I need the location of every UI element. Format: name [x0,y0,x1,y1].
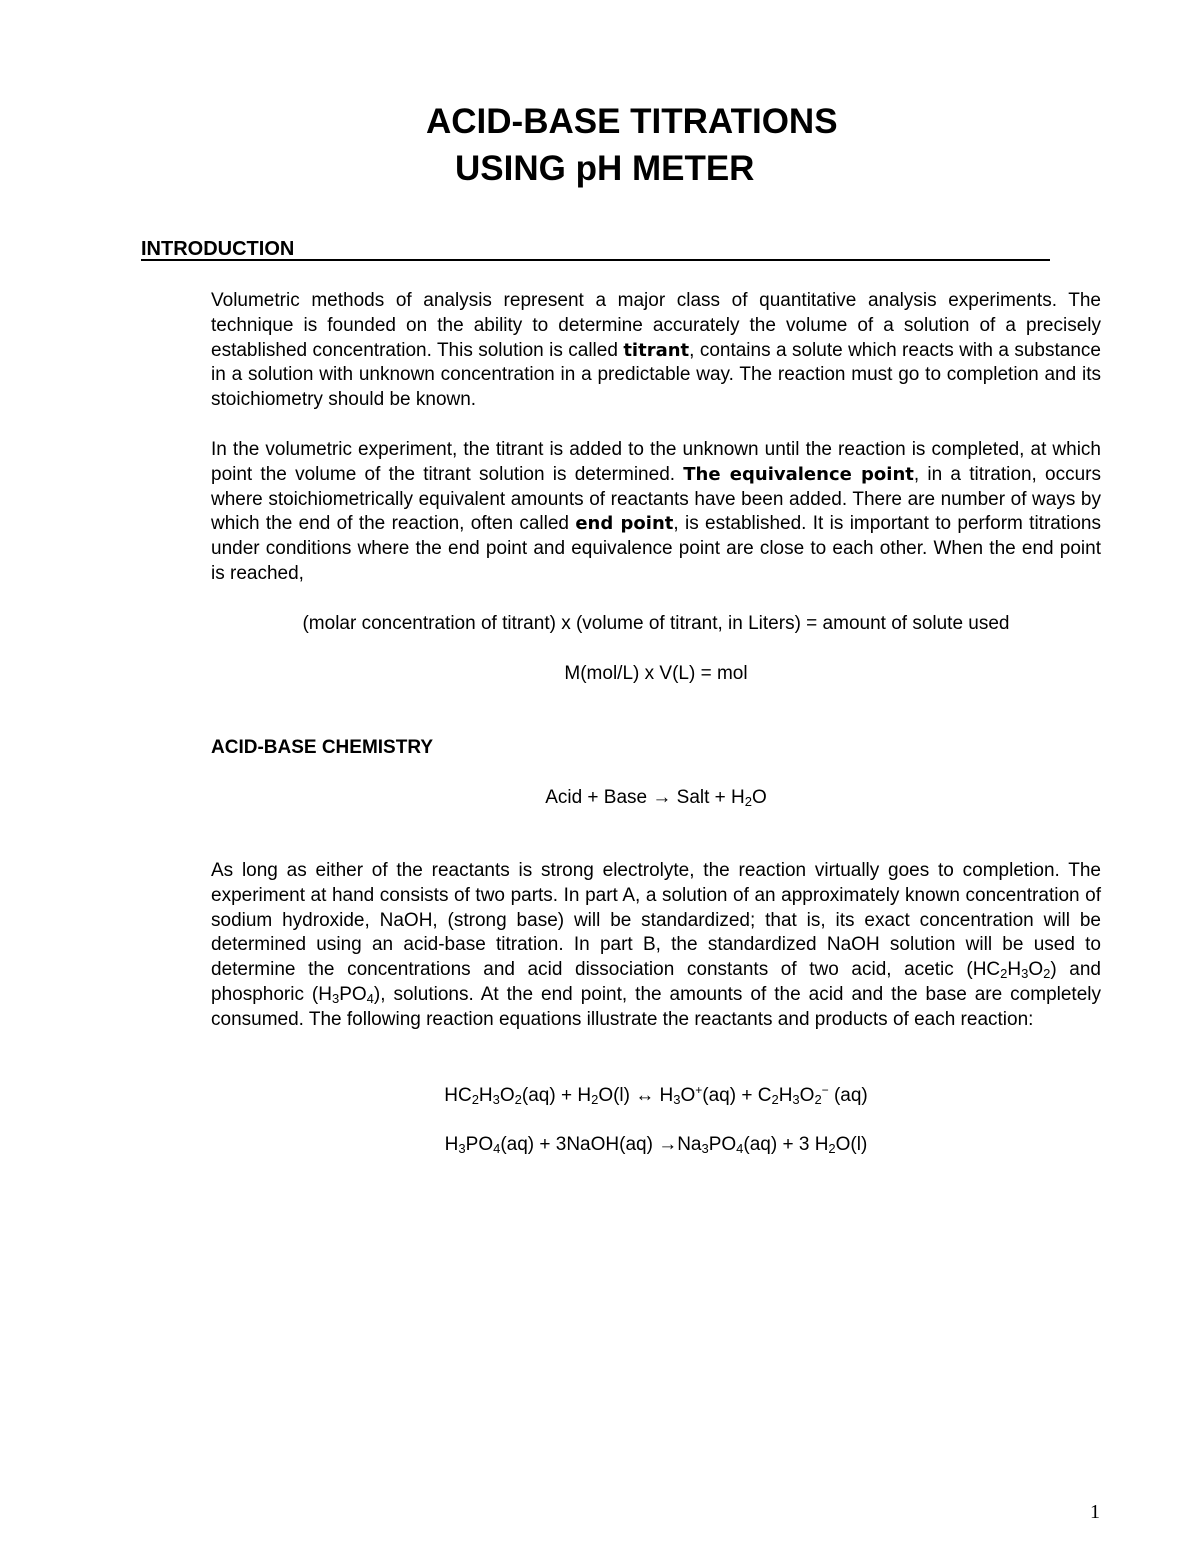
equation-words: (molar concentration of titrant) x (volume of titrant, in Liters) = amount of solute used [302,613,1010,634]
acid-base-paragraph: As long as either of the reactants is strong electrolyte, the reaction virtually goes to completion. The experiment at hand consists of two parts. In part A, a solution of an approximately known concentration of sodium hydroxide, NaOH, (strong base) will be standardized; that is, its exact concentration will be determined using an acid-base titration. In part B, the standardized NaOH solution will be used to determine the concentrations and acid dissociation constants of two acid, acetic $(HC_2H_3O_2)$ and phosphoric $(H_3PO_4)$, solutions. At the end point, the amounts of the acid and the base are completely consumed. The following reaction equations illustrate the reactants and products of each reaction: [211,860,1101,1030]
equation-units: M(mol/L) x V(L) = mol [564,663,748,684]
introduction-paragraph-1: Volumetric methods of analysis represent a major class of quantitative analysis experiments. The technique is founded on the ability to determine accurately the volume of a solution of a precisely established concentration. This solution is called titrant, contains a solute which reacts with a substance in a solution with unknown concentration in a predictable way. The reaction must go to completion and its stoichiometry should be known. [211,290,1101,411]
acetic-acid-dissociation-equation: $HC_2H_3O_2(aq) + H_2O(l)$ ↔ $H_3O^+(aq) + C_2H_3O_2^-$ (aq) [444,1083,868,1107]
introduction-paragraph-2: In the volumetric experiment, the titrant is added to the unknown until the reaction is completed, at which point the volume of the titrant solution is determined. The equivalence point, in a titration, occurs where stoichiometrically equivalent amounts of reactants have been added. There are number of ways by which the end of the reaction, often called end point, is established. It is important to perform titrations under conditions where the end point and equivalence point are close to each other. When the end point is reached, [211,439,1101,584]
term-equivalence-point: The equivalence point [683,463,914,485]
phosphoric-acid-neutralization-equation: $H_3PO_4(aq)$ + 3NaOH(aq) $\to Na_3PO_4(aq) + 3$ $H_2O(l)$ [444,1134,868,1156]
heading-underline [141,259,1050,261]
general-neutralization-equation: Acid + Base → Salt + $H_2O$ [545,787,767,809]
acid-base-chemistry-heading: ACID-BASE CHEMISTRY [211,737,434,758]
title-line-1: ACID-BASE TITRATIONS [426,102,838,141]
page-number: 1 [1090,1501,1100,1523]
term-titrant: titrant [623,339,690,361]
title-line-2: USING pH METER [455,149,755,188]
introduction-heading: INTRODUCTION [141,238,295,260]
term-end-point: end point [575,513,674,535]
